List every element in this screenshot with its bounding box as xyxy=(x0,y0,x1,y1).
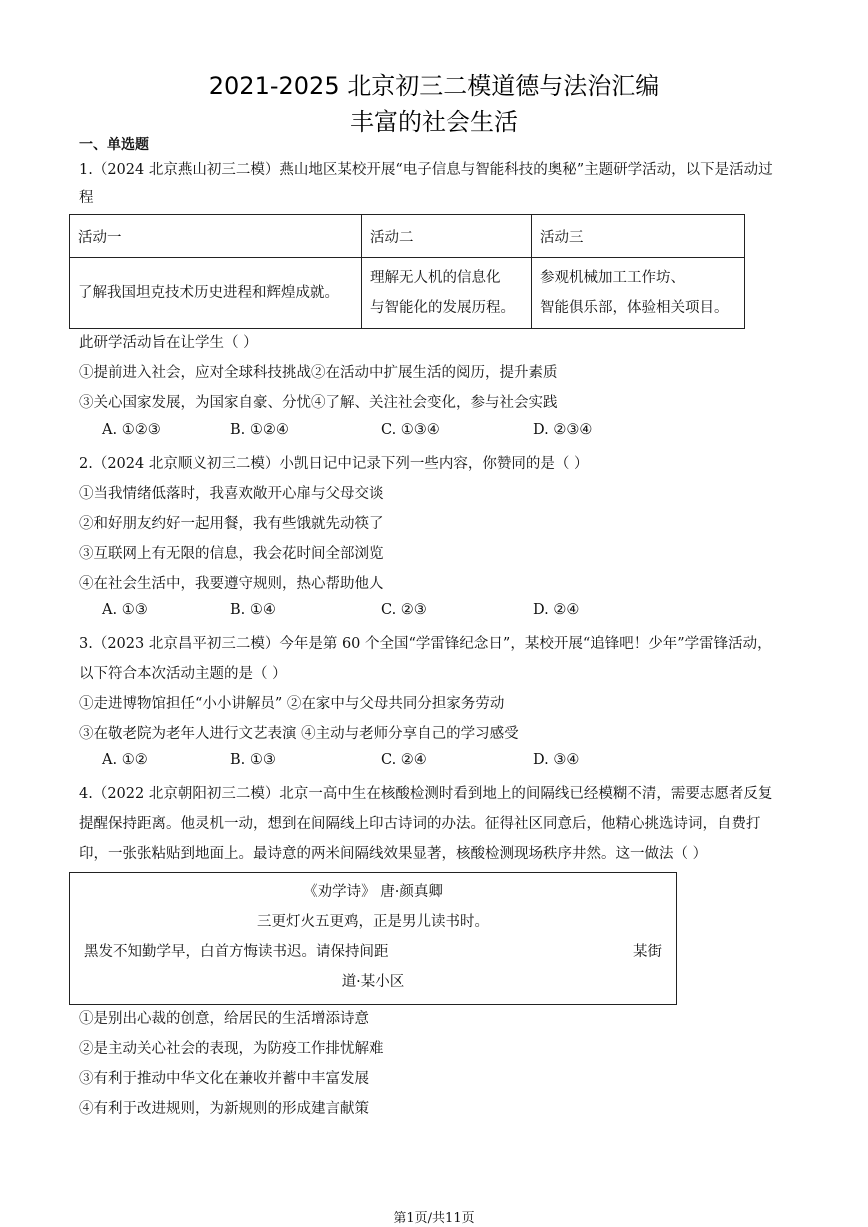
q3-statement: ③在敬老院为老年人进行文艺表演 ④主动与老师分享自己的学习感受 xyxy=(79,726,519,742)
table-cell xyxy=(362,258,532,329)
q4-stem-line2: 提醒保持距离。他灵机一动，想到在间隔线上印古诗词的办法。征得社区同意后，他精心挑选诗词，自费打 xyxy=(79,816,761,832)
document-title: 2021-2025 北京初三二模道德与法治汇编 xyxy=(208,72,660,100)
section-heading: 一、单选题 xyxy=(79,137,149,153)
q4-statement: ③有利于推动中华文化在兼收并蓄中丰富发展 xyxy=(79,1071,369,1087)
option-d[interactable]: D. ②④ xyxy=(533,602,580,618)
q2-statement: ④在社会生活中，我要遵守规则，热心帮助他人 xyxy=(79,576,384,592)
poem-line: 黑发不知勤学早，白首方悔读书迟。请保持间距 xyxy=(84,944,389,960)
option-d[interactable]: D. ③④ xyxy=(533,752,580,768)
q4-statement: ②是主动关心社会的表现，为防疫工作排忧解难 xyxy=(79,1041,384,1057)
page-number: 第1页/共11页 xyxy=(393,1211,475,1226)
q2-statement: ①当我情绪低落时，我喜欢敞开心扉与父母交谈 xyxy=(79,486,384,502)
table-row xyxy=(70,258,745,329)
q1-stem-line1: 1.（2024 北京燕山初三二模）燕山地区某校开展“电子信息与智能科技的奥秘”主题研学活动，以下是活动过 xyxy=(79,162,773,178)
q3-stem-line2: 以下符合本次活动主题的是（ ） xyxy=(79,666,287,682)
option-b[interactable]: B. ①④ xyxy=(230,602,276,618)
table-header-row xyxy=(70,215,745,258)
q1-prompt: 此研学活动旨在让学生（ ） xyxy=(79,335,258,351)
table-cell xyxy=(532,258,745,329)
q1-stem-line2: 程 xyxy=(79,190,94,206)
q2-stem: 2.（2024 北京顺义初三二模）小凯日记中记录下列一些内容，你赞同的是（ ） xyxy=(79,456,589,472)
table-header-cell: 活动一 xyxy=(70,215,362,258)
poem-line: 三更灯火五更鸡，正是男儿读书时。 xyxy=(257,914,489,930)
option-b[interactable]: B. ①③ xyxy=(230,752,276,768)
option-a[interactable]: A. ①②③ xyxy=(102,422,161,438)
table-cell: 了解我国坦克技术历史进程和辉煌成就。 xyxy=(70,258,362,329)
q1-statement: ①提前进入社会，应对全球科技挑战②在活动中扩展生活的阅历，提升素质 xyxy=(79,365,558,381)
q4-stem-line1: 4.（2022 北京朝阳初三二模）北京一高中生在核酸检测时看到地上的间隔线已经模糊不清，需要志愿者反复 xyxy=(79,786,773,802)
option-c[interactable]: C. ①③④ xyxy=(381,422,440,438)
table-cell-line: 与智能化的发展历程。 xyxy=(370,300,515,316)
option-b[interactable]: B. ①②④ xyxy=(230,422,289,438)
q1-statement: ③关心国家发展，为国家自豪、分忧④了解、关注社会变化，参与社会实践 xyxy=(79,395,558,411)
q4-stem-line3: 印，一张张粘贴到地面上。最诗意的两米间隔线效果显著，核酸检测现场秩序井然。这一做法（ ） xyxy=(79,846,708,862)
table-header-cell: 活动三 xyxy=(532,215,745,258)
q4-statement: ①是别出心裁的创意，给居民的生活增添诗意 xyxy=(79,1011,369,1027)
document-subtitle: 丰富的社会生活 xyxy=(350,108,518,136)
option-d[interactable]: D. ②③④ xyxy=(533,422,593,438)
q3-stem-line1: 3.（2023 北京昌平初三二模）今年是第 60 个全国“学雷锋纪念日”，某校开展“追锋吧！少年”学雷锋活动， xyxy=(79,636,772,652)
table-cell-line: 参观机械加工工作坊、 xyxy=(540,270,685,286)
poem-line: 道·某小区 xyxy=(341,974,405,990)
table-header-cell: 活动二 xyxy=(362,215,532,258)
q1-activity-table xyxy=(69,214,745,329)
table-cell-line: 智能俱乐部，体验相关项目。 xyxy=(540,300,729,316)
q2-statement: ②和好朋友约好一起用餐，我有些饿就先动筷了 xyxy=(79,516,384,532)
table-cell-line: 理解无人机的信息化 xyxy=(370,270,501,286)
poem-line-right: 某街 xyxy=(633,944,662,960)
poem-title: 《劝学诗》 唐·颜真卿 xyxy=(303,884,443,900)
option-a[interactable]: A. ①② xyxy=(102,752,148,768)
q3-statement: ①走进博物馆担任“小小讲解员” ②在家中与父母共同分担家务劳动 xyxy=(79,696,505,712)
option-c[interactable]: C. ②④ xyxy=(381,752,427,768)
poem-box xyxy=(69,872,677,1005)
option-c[interactable]: C. ②③ xyxy=(381,602,427,618)
option-a[interactable]: A. ①③ xyxy=(102,602,148,618)
q2-statement: ③互联网上有无限的信息，我会花时间全部浏览 xyxy=(79,546,384,562)
q4-statement: ④有利于改进规则，为新规则的形成建言献策 xyxy=(79,1101,369,1117)
